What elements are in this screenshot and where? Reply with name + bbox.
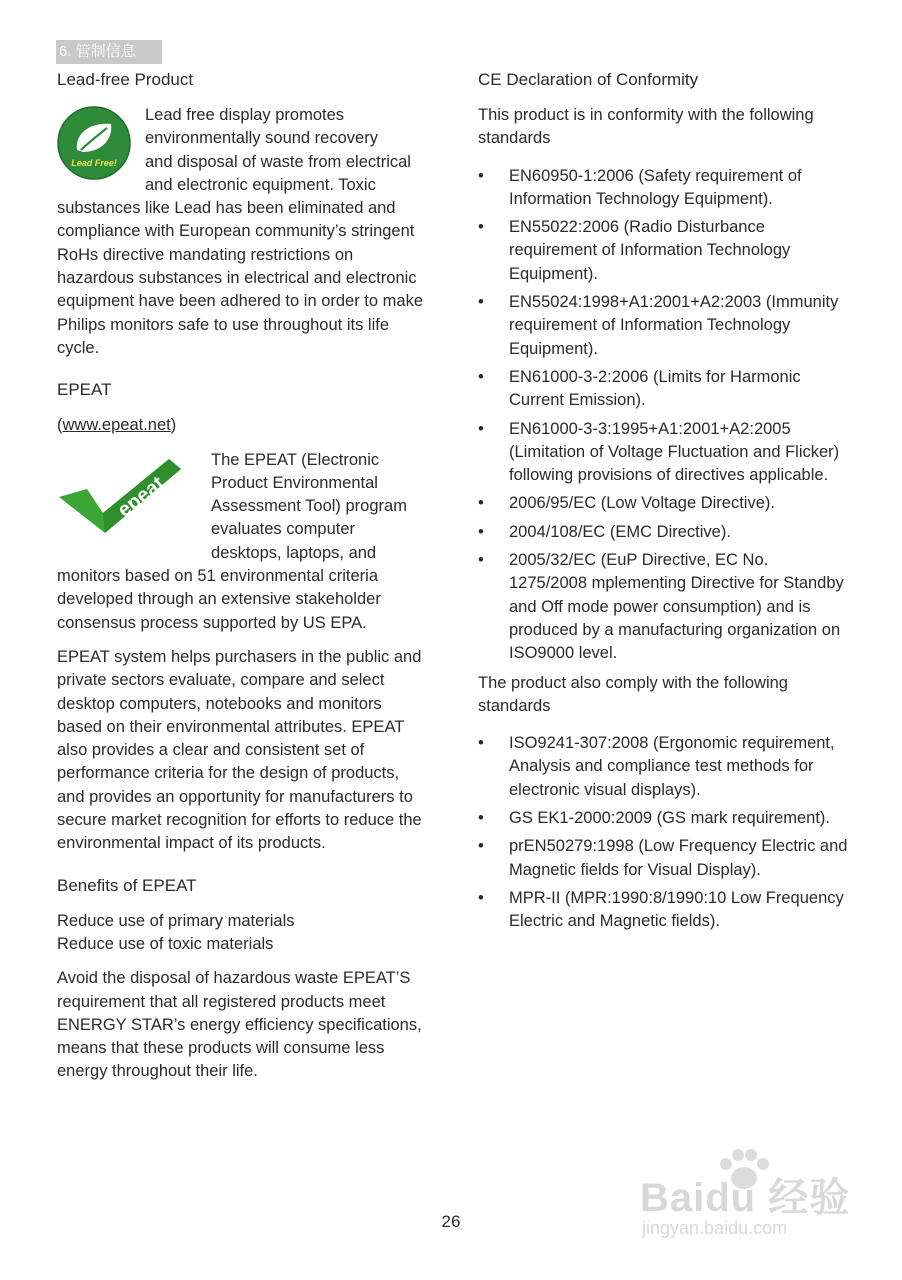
benefits-heading: Benefits of EPEAT xyxy=(57,875,197,895)
epeat-check-icon xyxy=(57,457,185,533)
list-item-text: EN61000-3-3:1995+A1:2001+A2:2005 (Limitation of Voltage Fluctuation and Flicker) following provisions of directives applicable. xyxy=(509,419,840,485)
list-item xyxy=(478,521,850,544)
watermark-brand: Baidu 经验 xyxy=(640,1176,851,1220)
list-item-text: EN60950-1:2006 (Safety requirement of Information Technology Equipment). xyxy=(509,166,802,208)
list-item xyxy=(478,835,850,882)
epeat-section xyxy=(57,449,429,635)
lead-free-line-1: Lead free display promotes xyxy=(145,106,345,124)
epeat-line-3: Assessment Tool) program xyxy=(211,497,407,516)
epeat-link-close: ) xyxy=(170,416,177,435)
epeat-line-1: The EPEAT (Electronic xyxy=(211,450,380,469)
bullet-dot: • xyxy=(478,888,484,907)
list-item-text: GS EK1-2000:2009 (GS mark requirement). xyxy=(509,809,830,828)
list-item-text: 2004/108/EC (EMC Directive). xyxy=(509,522,731,541)
lead-free-line-3: and disposal of waste from electrical xyxy=(145,152,411,171)
watermark xyxy=(640,1148,860,1268)
list-item xyxy=(478,732,850,802)
bullet-dot: • xyxy=(478,367,484,386)
lead-free-section xyxy=(57,104,429,360)
bullet-dot: • xyxy=(478,809,484,828)
bullet-dot: • xyxy=(478,837,484,856)
epeat-heading: EPEAT xyxy=(57,380,112,400)
ce-standards-list xyxy=(478,165,850,666)
epeat-paragraph-2: EPEAT system helps purchasers in the public and private sectors evaluate, compare and select desktop computers, notebooks and monitors based on their environmental attributes. EPEAT also provides a clear and consistent set of performance criteria for the design of products, and provides an opportunity for manufacturers to secure market recognition for efforts to reduce the environmental impact of its products. xyxy=(57,647,422,853)
bullet-dot: • xyxy=(478,166,484,185)
epeat-body: desktops, laptops, and monitors based on 51 environmental criteria developed through an extensive stakeholder consensus process supported by US EPA. xyxy=(57,543,381,632)
epeat-line-4: evaluates computer xyxy=(211,520,355,539)
right-column xyxy=(478,68,850,940)
list-item xyxy=(478,807,850,830)
benefits-paragraph: Avoid the disposal of hazardous waste EPEAT’S requirement that all registered products meet ENERGY STAR’s energy efficiency specifications, means that these products will consume less energy throughout their life. xyxy=(57,969,422,1081)
lead-free-logo-text: Lead Free! xyxy=(71,158,117,168)
left-column xyxy=(57,68,429,1095)
epeat-line-2: Product Environmental xyxy=(211,473,378,492)
list-item xyxy=(478,216,850,286)
bullet-dot: • xyxy=(478,734,484,753)
bullet-dot: • xyxy=(478,419,484,438)
lead-free-heading: Lead-free Product xyxy=(57,70,194,89)
benefit-line-2: Reduce use of toxic materials xyxy=(57,934,274,953)
bullet-dot: • xyxy=(478,551,484,570)
ce-heading: CE Declaration of Conformity xyxy=(478,70,699,89)
lead-free-body: substances like Lead has been eliminated and compliance with European community’s stringent RoHs directive mandating restrictions on hazardous substances in electrical and electronic equipment have been adhered to in order to make Philips monitors safe to use throughout its life cycle. xyxy=(57,199,423,357)
bullet-dot: • xyxy=(478,494,484,513)
list-item xyxy=(478,291,850,361)
epeat-link-open: ( xyxy=(57,416,63,435)
list-item xyxy=(478,165,850,212)
bullet-dot: • xyxy=(478,522,484,541)
list-item-text: prEN50279:1998 (Low Frequency Electric and Magnetic fields for Visual Display). xyxy=(509,837,848,879)
list-item-text: EN55022:2006 (Radio Disturbance requirement of Information Technology Equipment). xyxy=(509,218,791,283)
lead-free-logo xyxy=(57,104,131,187)
epeat-logo xyxy=(57,449,197,540)
list-item-text: MPR-II (MPR:1990:8/1990:10 Low Frequency Electric and Magnetic fields). xyxy=(509,888,844,931)
list-item-text: EN55024:1998+A1:2001+A2:2003 (Immunity requirement of Information Technology Equipment). xyxy=(509,293,839,358)
list-item xyxy=(478,492,850,515)
ce-also-intro: The product also comply with the following standards xyxy=(478,673,788,715)
list-item-text: EN61000-3-2:2006 (Limits for Harmonic Current Emission). xyxy=(509,367,801,410)
watermark-url: jingyan.baidu.com xyxy=(642,1218,788,1238)
list-item-text: ISO9241-307:2008 (Ergonomic requirement, Analysis and compliance test methods for electronic visual displays). xyxy=(509,734,835,799)
lead-free-line-4: and electronic equipment. Toxic xyxy=(145,175,376,194)
epeat-link[interactable]: www.epeat.net xyxy=(62,416,171,435)
leaf-icon xyxy=(57,106,131,180)
ce-additional-standards-list xyxy=(478,732,850,933)
benefit-line-1: Reduce use of primary materials xyxy=(57,911,295,930)
page-number: 26 xyxy=(441,1212,461,1231)
list-item xyxy=(478,549,850,665)
epeat-link-line xyxy=(57,414,429,437)
benefits-list xyxy=(57,910,429,957)
list-item xyxy=(478,418,850,488)
section-tab: 6. 管制信息 xyxy=(56,40,162,64)
list-item-text: 2006/95/EC (Low Voltage Directive). xyxy=(509,494,775,513)
bullet-dot: • xyxy=(478,293,484,312)
list-item xyxy=(478,366,850,413)
list-item xyxy=(478,887,850,934)
epeat-logo-text: epeat xyxy=(113,471,169,522)
ce-intro: This product is in conformity with the following standards xyxy=(478,106,814,148)
lead-free-line-2: environmentally sound recovery xyxy=(145,129,378,148)
bullet-dot: • xyxy=(478,218,484,237)
list-item-text: 2005/32/EC (EuP Directive, EC No. 1275/2008 mplementing Directive for Standby and Off mode power consumption) and is produced by a manufacturing organization on ISO9000 level. xyxy=(509,551,844,663)
